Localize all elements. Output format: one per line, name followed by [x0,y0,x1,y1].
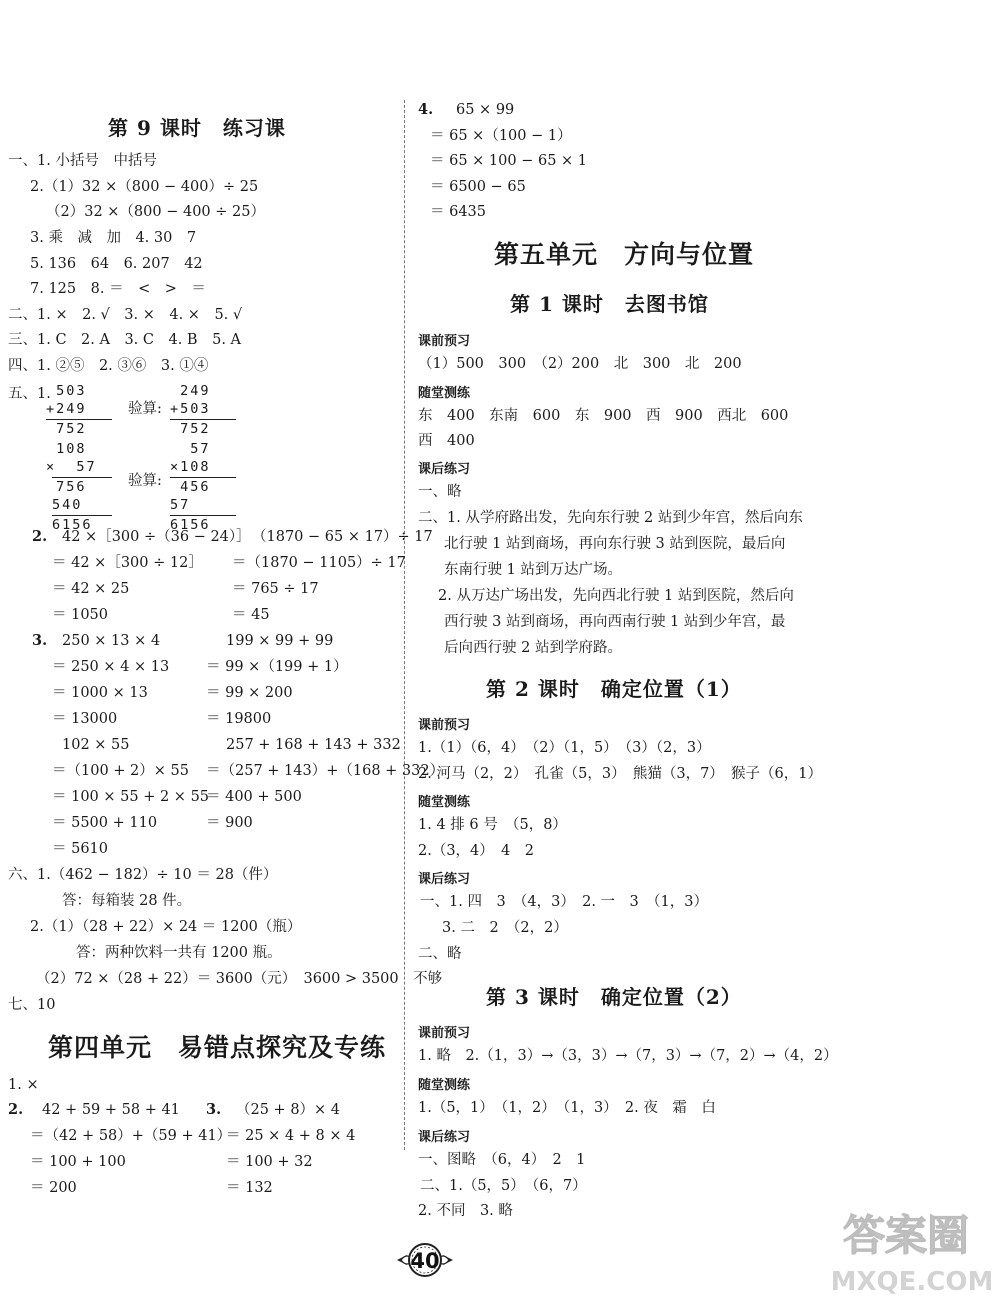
calc-line: ＝ 5500 + 110 [52,815,158,831]
answer-line: 1. 略 2.（1，3）→（3，3）→（7，3）→（7，2）→（4，2） [418,1048,838,1064]
answer-5-2-label: 2. [32,528,48,545]
check-addition-line-2: +503 [170,401,211,417]
addition-line-1: 503 [46,383,87,399]
answer-line: 2.（3，4） 4 2 [418,843,534,859]
multiplication-result: 6156 [52,517,93,533]
check-multiplication-partial-2: 57 [170,497,191,513]
answer-1-1: 一、1. 小括号 中括号 [8,153,157,169]
calc-line: 199 × 99 + 99 [226,633,334,649]
section-preview: 课前预习 [418,1026,471,1041]
calc-line: 42 + 59 + 58 + 41 [42,1102,180,1118]
answer-line: 西 400 [418,433,475,449]
answer-4: 四、1. ②⑤ 2. ③⑥ 3. ①④ [8,358,209,374]
lesson-1-title: 第 1 课时 去图书馆 [510,292,709,316]
calc-line: ＝ 5610 [52,841,109,857]
calc-line: ＝ 42 ×［300 ÷ 12］ [52,555,203,571]
check-label: 验算: [128,401,162,417]
calc-line: ＝ 1050 [52,607,109,623]
calc-line: ＝ 42 × 25 [52,581,130,597]
answer-line: 2. 不同 3. 略 [418,1203,513,1219]
calc-line: ＝ 400 + 500 [206,789,302,805]
multiplication-partial-1: 756 [46,479,87,495]
unit-5-title: 第五单元 方向与位置 [494,240,755,269]
multiplication-partial-2: 540 [52,497,83,513]
check-addition-result: 752 [170,421,211,437]
calc-line: ＝（100 + 2）× 55 [52,763,189,779]
answer-1-2a: 2.（1）32 ×（800 − 400）÷ 25 [30,179,259,195]
answer-6-2-reply: 答：两种饮料一共有 1200 瓶。 [76,945,282,961]
section-preview: 课前预习 [418,718,471,733]
section-after-class: 课后练习 [418,872,471,887]
check-multiplication-partial-1: 456 [170,479,211,495]
answer-line: 北行驶 1 站到商场，再向东行驶 3 站到医院，最后向 [444,536,786,552]
answer-1-5: 5. 136 64 6. 207 42 [30,256,203,272]
calc-line: 65 × 99 [456,102,515,118]
calc-line: ＝ 900 [206,815,253,831]
calc-line: ＝（1870 − 1105）÷ 17 [232,555,406,571]
calc-line: ＝ 65 × 100 − 65 × 1 [430,153,588,169]
unit4-answer-3-label: 3. [206,1101,222,1118]
answer-4-label: 4. [418,101,434,118]
page-number-badge [395,1238,455,1282]
calc-line: ＝（257 + 143）+（168 + 332） [206,763,445,779]
answer-line: 3. 二 2 （2，2） [442,920,568,936]
calc-line: ＝ 65 ×（100 − 1） [430,128,572,144]
calc-line: ＝ 1000 × 13 [52,685,148,701]
answer-line: （1）500 300 （2）200 北 300 北 200 [418,356,742,372]
answer-line: 东南行驶 1 站到万达广场。 [444,562,622,578]
calc-line: ＝ 250 × 4 × 13 [52,659,170,675]
check-addition-line-1: 249 [170,383,211,399]
unit4-answer-1: 1. × [8,1077,39,1093]
unit4-answer-2-label: 2. [8,1101,24,1118]
calc-line: 250 × 13 × 4 [62,633,161,649]
lesson-2-title: 第 2 课时 确定位置（1） [486,677,742,701]
calc-line: ＝ 100 + 32 [226,1154,313,1170]
answer-line: 1.（5，1） （1，2） （1，3） 2. 夜 霜 白 [418,1100,716,1116]
answer-line: 二、1. 从学府路出发，先向东行驶 2 站到少年宫，然后向东 [418,510,803,526]
calc-line: 257 + 168 + 143 + 332 [226,737,401,753]
page-number: 40 [410,1249,440,1273]
calc-line: （1870 − 65 × 17）÷ 17 [252,529,433,545]
answer-line: 1. 4 排 6 号 （5，8） [418,817,567,833]
check-multiplication-result: 6156 [170,517,211,533]
section-in-class: 随堂测练 [418,386,471,401]
calc-line: ＝ 13000 [52,711,118,727]
lesson-3-title: 第 3 课时 确定位置（2） [486,985,742,1009]
answer-line: 二、略 [418,946,462,962]
calc-line: ＝ 99 ×（199 + 1） [206,659,348,675]
answer-line: 2. 从万达广场出发，先向西北行驶 1 站到医院，然后向 [438,588,794,604]
watermark-text: 答案圈 [842,1211,970,1260]
column-divider [404,100,405,1150]
check-multiplication-line-2: ×108 [170,459,211,475]
section-in-class: 随堂测练 [418,1078,471,1093]
check-multiplication-line-1: 57 [170,441,211,457]
addition-result: 752 [46,421,87,437]
answer-6-1-reply: 答：每箱装 28 件。 [62,893,192,909]
calc-line: ＝ 45 [232,607,270,623]
section-in-class: 随堂测练 [418,795,471,810]
unit-4-title: 第四单元 易错点探究及专练 [48,1033,387,1062]
calc-line: （25 + 8）× 4 [236,1102,341,1118]
answer-line: 1.（1）（6，4） （2）（1，5） （3）（2，3） [418,740,711,756]
calc-line: ＝ 200 [30,1180,77,1196]
answer-1-7: 7. 125 8. ＝ < > ＝ [30,281,206,297]
answer-line: 一、图略 （6，4） 2 1 [418,1152,586,1168]
answer-line: 西行驶 3 站到商场，再向西南行驶 1 站到少年宫，最 [444,614,786,630]
calc-line: 102 × 55 [62,737,130,753]
calc-line: ＝ 765 ÷ 17 [232,581,319,597]
answer-line: 东 400 东南 600 东 900 西 900 西北 600 [418,408,789,424]
answer-1-2b: （2）32 ×（800 − 400 ÷ 25） [46,204,265,220]
page-number-ornament [395,1238,455,1282]
calc-line: ＝ 132 [226,1180,273,1196]
answer-7: 七、10 [8,997,56,1013]
multiplication-line-2: × 57 [46,459,97,475]
addition-line-2: +249 [46,401,87,417]
calc-line: ＝ 6435 [430,204,487,220]
answer-line: 后向西行驶 2 站到学府路。 [444,640,622,656]
answer-5-3-label: 3. [32,632,48,649]
calc-line: 42 ×［300 ÷（36 − 24）］ [62,529,251,545]
answer-5-label: 五、1. [8,386,51,402]
section-after-class: 课后练习 [418,462,471,477]
answer-6-2b: （2）72 ×（28 + 22）＝ 3600（元） 3600 > 3500 不够 [36,971,443,987]
calc-line: ＝ 100 × 55 + 2 × 55 [52,789,210,805]
answer-6-2: 2.（1）（28 + 22）× 24 ＝ 1200（瓶） [30,919,302,935]
calc-line: ＝ 6500 − 65 [430,179,526,195]
answer-line: 二、1.（5，5） （6，7） [420,1178,587,1194]
answer-3: 三、1. C 2. A 3. C 4. B 5. A [8,332,242,348]
calc-line: ＝ 25 × 4 + 8 × 4 [226,1128,356,1144]
section-preview: 课前预习 [418,334,471,349]
lesson-9-title: 第 9 课时 练习课 [108,116,286,140]
answer-line: 一、1. 四 3 （4，3） 2. 一 3 （1，3） [420,894,708,910]
multiplication-line-1: 108 [46,441,87,457]
answer-2: 二、1. × 2. √ 3. × 4. × 5. √ [8,307,243,323]
calc-line: ＝ 19800 [206,711,272,727]
answer-6-1: 六、1.（462 − 182）÷ 10 ＝ 28（件） [8,867,278,883]
calc-line: ＝ 100 + 100 [30,1154,126,1170]
answer-line: 2. 河马（2，2） 孔雀（5，3） 熊猫（3，7） 猴子（6，1） [418,766,822,782]
watermark-url: MXQE.COM [830,1267,992,1297]
calc-line: ＝（42 + 58）+（59 + 41） [30,1128,232,1144]
answer-1-3: 3. 乘 减 加 4. 30 7 [30,230,197,246]
watermark-logo [820,1200,992,1300]
section-after-class: 课后练习 [418,1130,471,1145]
answer-line: 一、略 [418,484,462,500]
calc-line: ＝ 99 × 200 [206,685,293,701]
check-label: 验算: [128,473,162,489]
